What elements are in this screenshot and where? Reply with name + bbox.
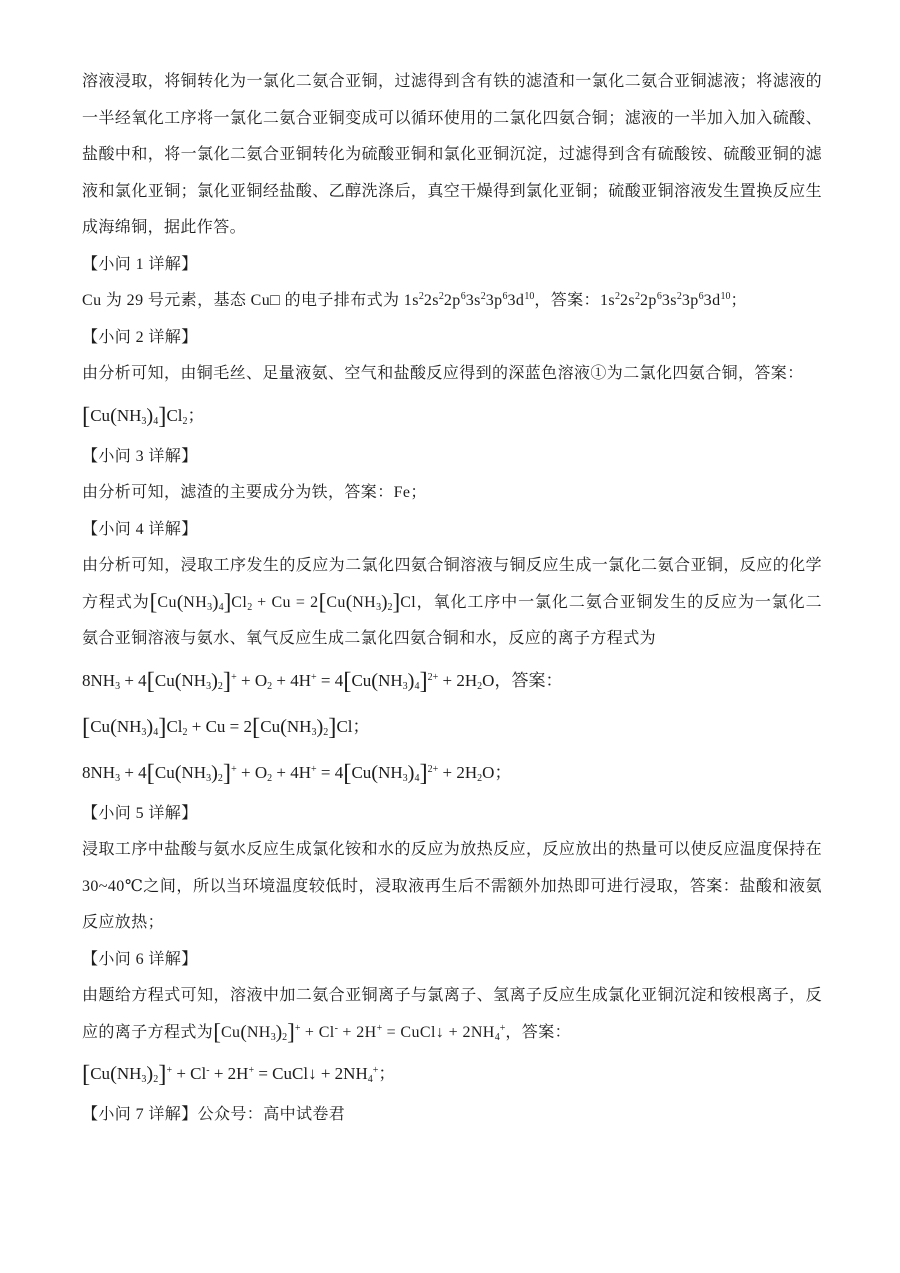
q1-section [82, 247, 822, 320]
q4-section [82, 512, 822, 796]
q2-heading: 【小问 2 详解】 [82, 328, 198, 346]
q3-body: 由分析可知，滤渣的主要成分为铁，答案：Fe； [82, 484, 427, 501]
q4-ion-equation-with-answer: $8NH_3 + 4[Cu(NH_3)_2]^+ + O_2 + 4H^+ = 4[Cu(NH_3)_4]^{2+} + 2H_2O$，答案： [82, 666, 563, 694]
q5-section [82, 796, 822, 942]
q7-line [82, 1097, 822, 1134]
q4-heading: 【小问 4 详解】 [82, 520, 198, 538]
q3-section [82, 439, 822, 512]
q7-tail: 公众号：高中试卷君 [197, 1106, 346, 1123]
q6-body: 由题给方程式可知，溶液中加二氨合亚铜离子与氯离子、氢离子反应生成氯化亚铜沉淀和铵根离子，反应的离子方程式为$[Cu(NH_3)_2]^+ + Cl^- + 2H^+$ = CuCl↓ + $2NH_4^+$，答案： [82, 987, 822, 1045]
q5-heading: 【小问 5 详解】 [82, 804, 198, 822]
q4-chemical-equation: $[Cu(NH_3)_4]Cl_2 + Cu = 2[Cu(NH_3)_2]Cl$； [82, 712, 370, 740]
q7-section [82, 1097, 822, 1134]
analysis-section [82, 64, 822, 247]
q4-body: 由分析可知，浸取工序发生的反应为二氯化四氨合铜溶液与铜反应生成一氯化二氨合亚铜，反应的化学方程式为$[Cu(NH_3)_4]Cl_2 + Cu = 2[Cu(NH_3)_2]Cl$，氧化工序中一氯化二氨合亚铜发生的反应为一氯化二氨合亚铜溶液与氨水、氧气反应生成二氯化四氨合铜和水，反应的离子方程式为 [82, 557, 822, 647]
q7-heading: 【小问 7 详解】 [82, 1106, 198, 1123]
q6-heading: 【小问 6 详解】 [82, 950, 198, 968]
q2-body: 由分析可知，由铜毛丝、足量液氨、空气和盐酸反应得到的深蓝色溶液①为二氯化四氨合铜，答案： [82, 365, 804, 382]
q1-body: Cu 为 29 号元素，基态 Cu□ 的电子排布式为 $1s^22s^22p^63s^23p^63d^{10}$，答案：$1s^22s^22p^63s^23p^63d^{10}$； [82, 291, 747, 309]
q6-answer-formula: $[Cu(NH_3)_2]^+ + Cl^- + 2H^+$ = CuCl↓ + $2NH_4^+$； [82, 1060, 396, 1088]
analysis-paragraph: 溶液浸取，将铜转化为一氯化二氨合亚铜，过滤得到含有铁的滤渣和一氯化二氨合亚铜滤液；将滤液的一半经氧化工序将一氯化二氨合亚铜变成可以循环使用的二氯化四氨合铜；滤液的一半加入加入硫酸、盐酸中和，将一氯化二氨合亚铜转化为硫酸亚铜和氯化亚铜沉淀，过滤得到含有硫酸铵、硫酸亚铜的滤液和氯化亚铜；氯化亚铜经盐酸、乙醇洗涤后，真空干燥得到氯化亚铜；硫酸亚铜溶液发生置换反应生成海绵铜，据此作答。 [82, 73, 822, 236]
q6-section [82, 942, 822, 1098]
q3-heading: 【小问 3 详解】 [82, 447, 198, 465]
q2-section [82, 320, 822, 439]
q4-ion-equation: $8NH_3 + 4[Cu(NH_3)_2]^+ + O_2 + 4H^+ = 4[Cu(NH_3)_4]^{2+} + 2H_2O$； [82, 758, 512, 786]
q1-heading: 【小问 1 详解】 [82, 255, 198, 273]
q2-answer-formula: $[Cu(NH_3)_4]Cl_2$； [82, 401, 205, 429]
q5-body: 浸取工序中盐酸与氨水反应生成氯化铵和水的反应为放热反应，反应放出的热量可以使反应温度保持在30~40℃之间，所以当环境温度较低时，浸取液再生后不需额外加热即可进行浸取，答案：盐酸和液氨反应放热； [82, 841, 822, 931]
